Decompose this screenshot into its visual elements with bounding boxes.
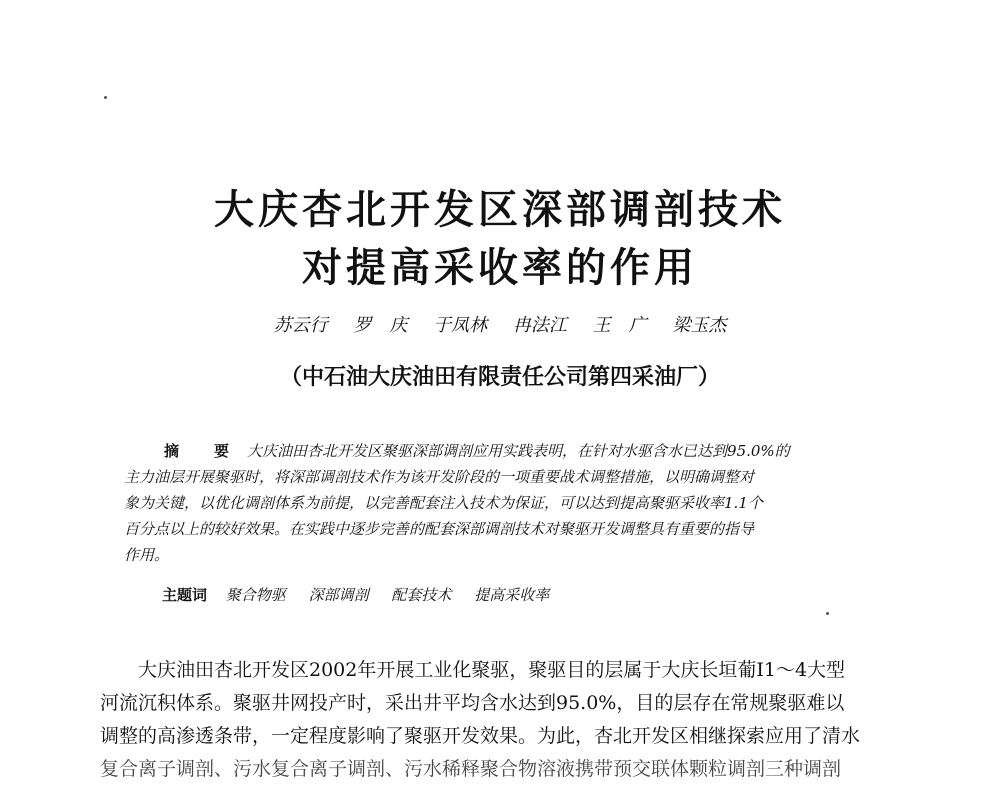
body-line: 大庆油田杏北开发区2002年开展工业化聚驱，聚驱目的层属于大庆长垣葡Ⅰ1～4大型	[138, 659, 846, 681]
abstract-line: 作用。	[124, 546, 170, 564]
keyword: 提高采收率	[474, 586, 550, 604]
affiliation: （中石油大庆油田有限责任公司第四采油厂）	[279, 364, 720, 390]
abstract-line: 主力油层开展聚驱时，将深部调剖技术作为该开发阶段的一项重要战术调整措施，以明确调整对	[124, 468, 755, 486]
author: 梁玉杰	[672, 315, 727, 336]
abstract-label: 摘 要	[164, 442, 240, 460]
keyword: 深部调剖	[308, 586, 369, 604]
body-text	[100, 654, 920, 786]
keywords	[162, 584, 567, 605]
author: 冉法江	[512, 315, 567, 336]
scan-speck	[104, 96, 107, 99]
body-line: 调整的高渗透条带，一定程度影响了聚驱开发效果。为此，杏北开发区相继探索应用了清水	[100, 725, 861, 747]
scan-speck	[826, 612, 829, 615]
keywords-label: 主题词	[162, 586, 208, 604]
body-line: 河流沉积体系。聚驱井网投产时，采出井平均含水达到95.0%，目的层存在常规聚驱难以	[100, 692, 845, 714]
abstract-line: 百分点以上的较好效果。在实践中逐步完善的配套深部调剖技术对聚驱开发调整具有重要的指导	[124, 520, 755, 538]
abstract	[124, 438, 884, 568]
keyword: 聚合物驱	[225, 586, 286, 604]
author: 于凤林	[433, 315, 488, 336]
body-line: 复合离子调剖、污水复合离子调剖、污水稀释聚合物溶液携带预交联体颗粒调剖三种调剖	[100, 758, 842, 780]
paper-title-line-2: 对提高采收率的作用	[302, 245, 698, 291]
abstract-line: 摘 要 大庆油田杏北开发区聚驱深部调剖应用实践表明，在针对水驱含水已达到95.0%的	[164, 442, 790, 460]
abstract-line: 象为关键，以优化调剖体系为前提，以完善配套注入技术为保证，可以达到提高聚驱采收率1.1个	[124, 494, 763, 512]
paper-title-line-1: 大庆杏北开发区深部调剖技术	[214, 187, 786, 233]
author: 苏云行	[273, 315, 328, 336]
author: 王 广	[592, 315, 647, 336]
author: 罗 庆	[353, 315, 408, 336]
author-list	[0, 311, 1000, 337]
keyword: 配套技术	[391, 586, 452, 604]
